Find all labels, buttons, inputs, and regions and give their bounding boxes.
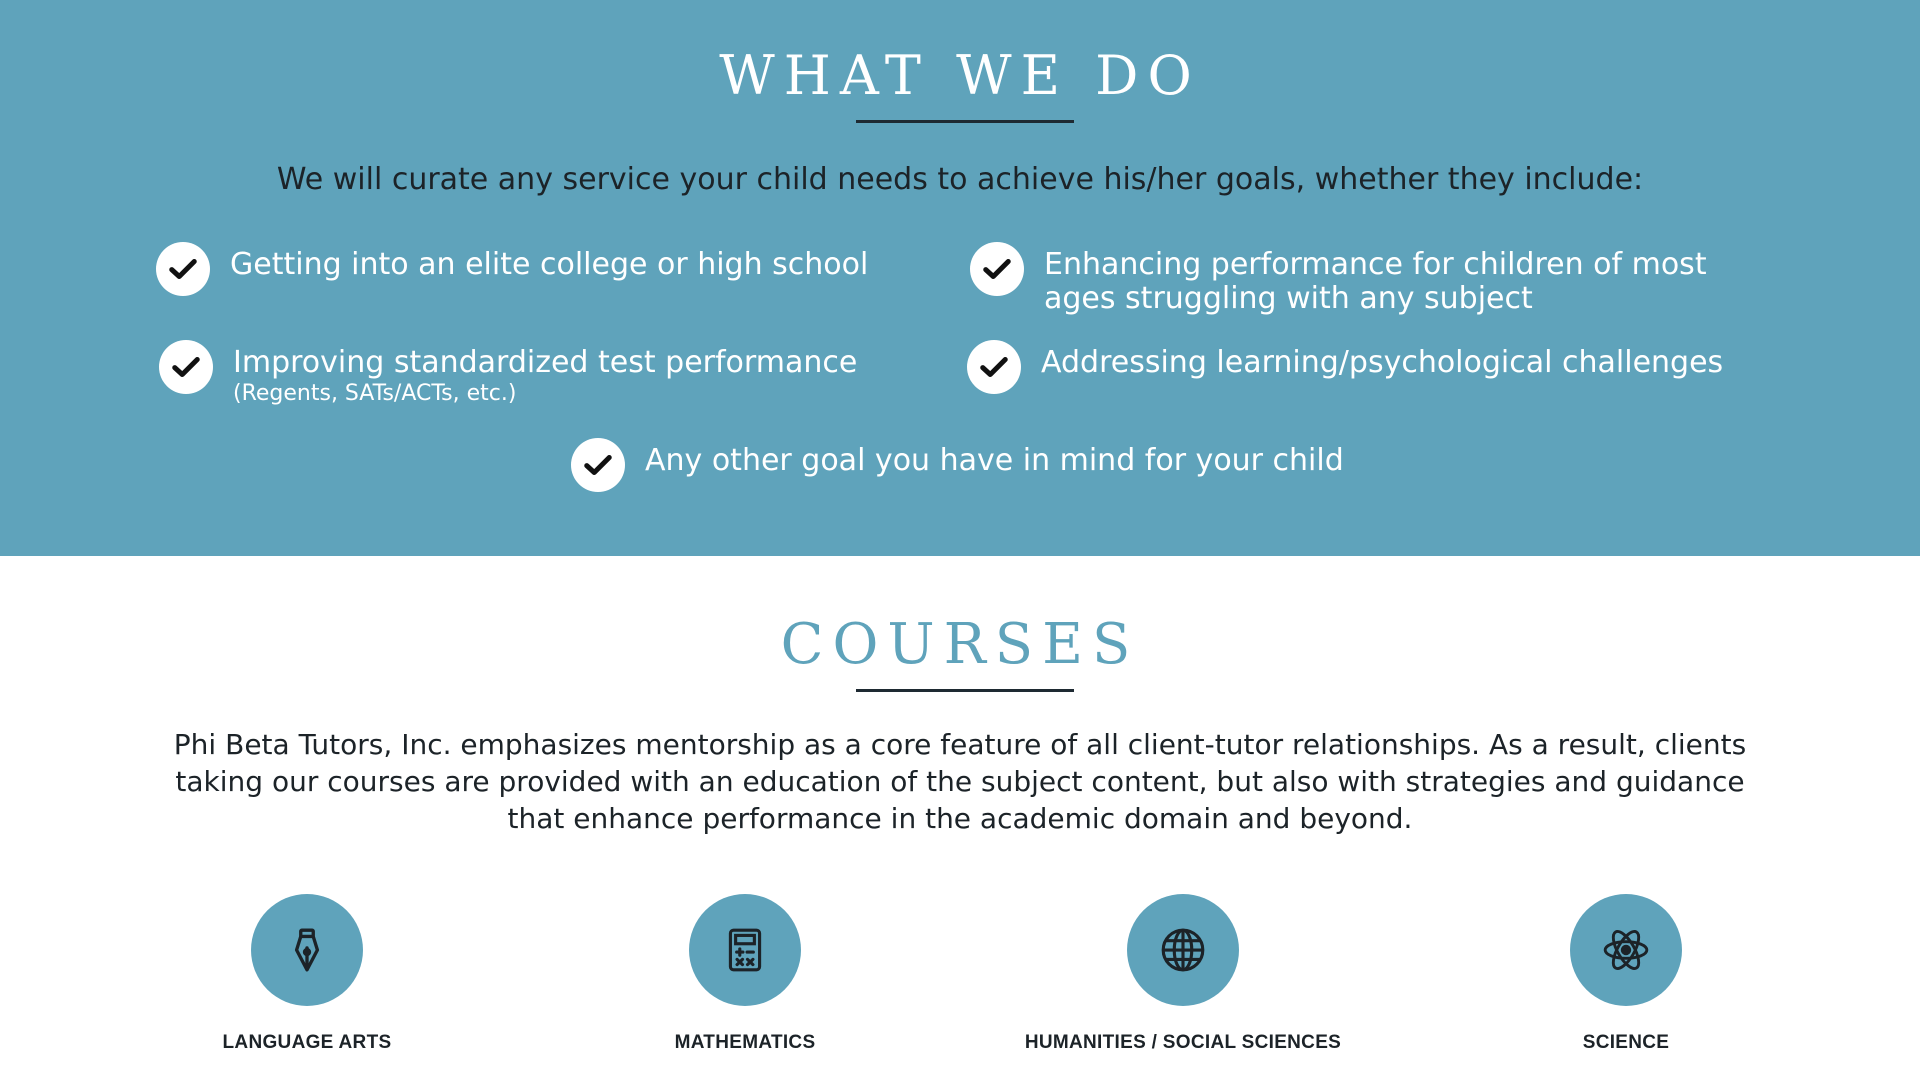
goal-item [159, 346, 857, 408]
fountain-pen-icon[interactable] [251, 894, 363, 1006]
course-humanities-social-sciences[interactable] [983, 894, 1383, 1054]
course-label[interactable]: LANGUAGE ARTS [222, 1032, 392, 1053]
course-language-arts[interactable] [107, 894, 507, 1054]
goal-text: Any other goal you have in mind for your child [645, 443, 1344, 478]
goal-subtext: (Regents, SATs/ACTs, etc.) [233, 381, 517, 406]
goal-text: Enhancing performance for children of most ages struggling with any subject [1044, 247, 1707, 316]
what-we-do-title: WHAT WE DO [719, 44, 1201, 107]
goal-text: Addressing learning/psychological challenges [1041, 345, 1724, 380]
checkmark-icon [970, 242, 1024, 296]
goal-item [156, 248, 868, 296]
title-divider [856, 689, 1074, 692]
goal-text: Improving standardized test performance [233, 345, 858, 380]
course-label[interactable]: SCIENCE [1582, 1032, 1670, 1053]
checkmark-icon [967, 340, 1021, 394]
course-label[interactable]: MATHEMATICS [674, 1032, 816, 1053]
calculator-icon[interactable] [689, 894, 801, 1006]
atom-icon[interactable] [1570, 894, 1682, 1006]
title-divider [856, 120, 1074, 123]
goal-item [967, 346, 1723, 394]
goal-text-block [233, 346, 857, 408]
course-label[interactable]: HUMANITIES / SOCIAL SCIENCES [1024, 1032, 1342, 1053]
goal-text: Getting into an elite college or high school [230, 247, 869, 282]
courses-description: Phi Beta Tutors, Inc. emphasizes mentorship as a core feature of all client-tutor relationships. As a result, clients taking our courses are provided with an education of the subject content, but also with strategies and guidance that enhance performance in the academic domain and beyond. [173, 728, 1747, 835]
goal-item [970, 248, 1770, 316]
courses-title: COURSES [780, 612, 1140, 677]
course-mathematics[interactable] [545, 894, 945, 1054]
checkmark-icon [571, 438, 625, 492]
checkmark-icon [159, 340, 213, 394]
checkmark-icon [156, 242, 210, 296]
globe-icon[interactable] [1127, 894, 1239, 1006]
course-science[interactable] [1426, 894, 1826, 1054]
what-we-do-intro: We will curate any service your child needs to achieve his/her goals, whether they include: [276, 162, 1644, 197]
goal-item [571, 444, 1344, 492]
